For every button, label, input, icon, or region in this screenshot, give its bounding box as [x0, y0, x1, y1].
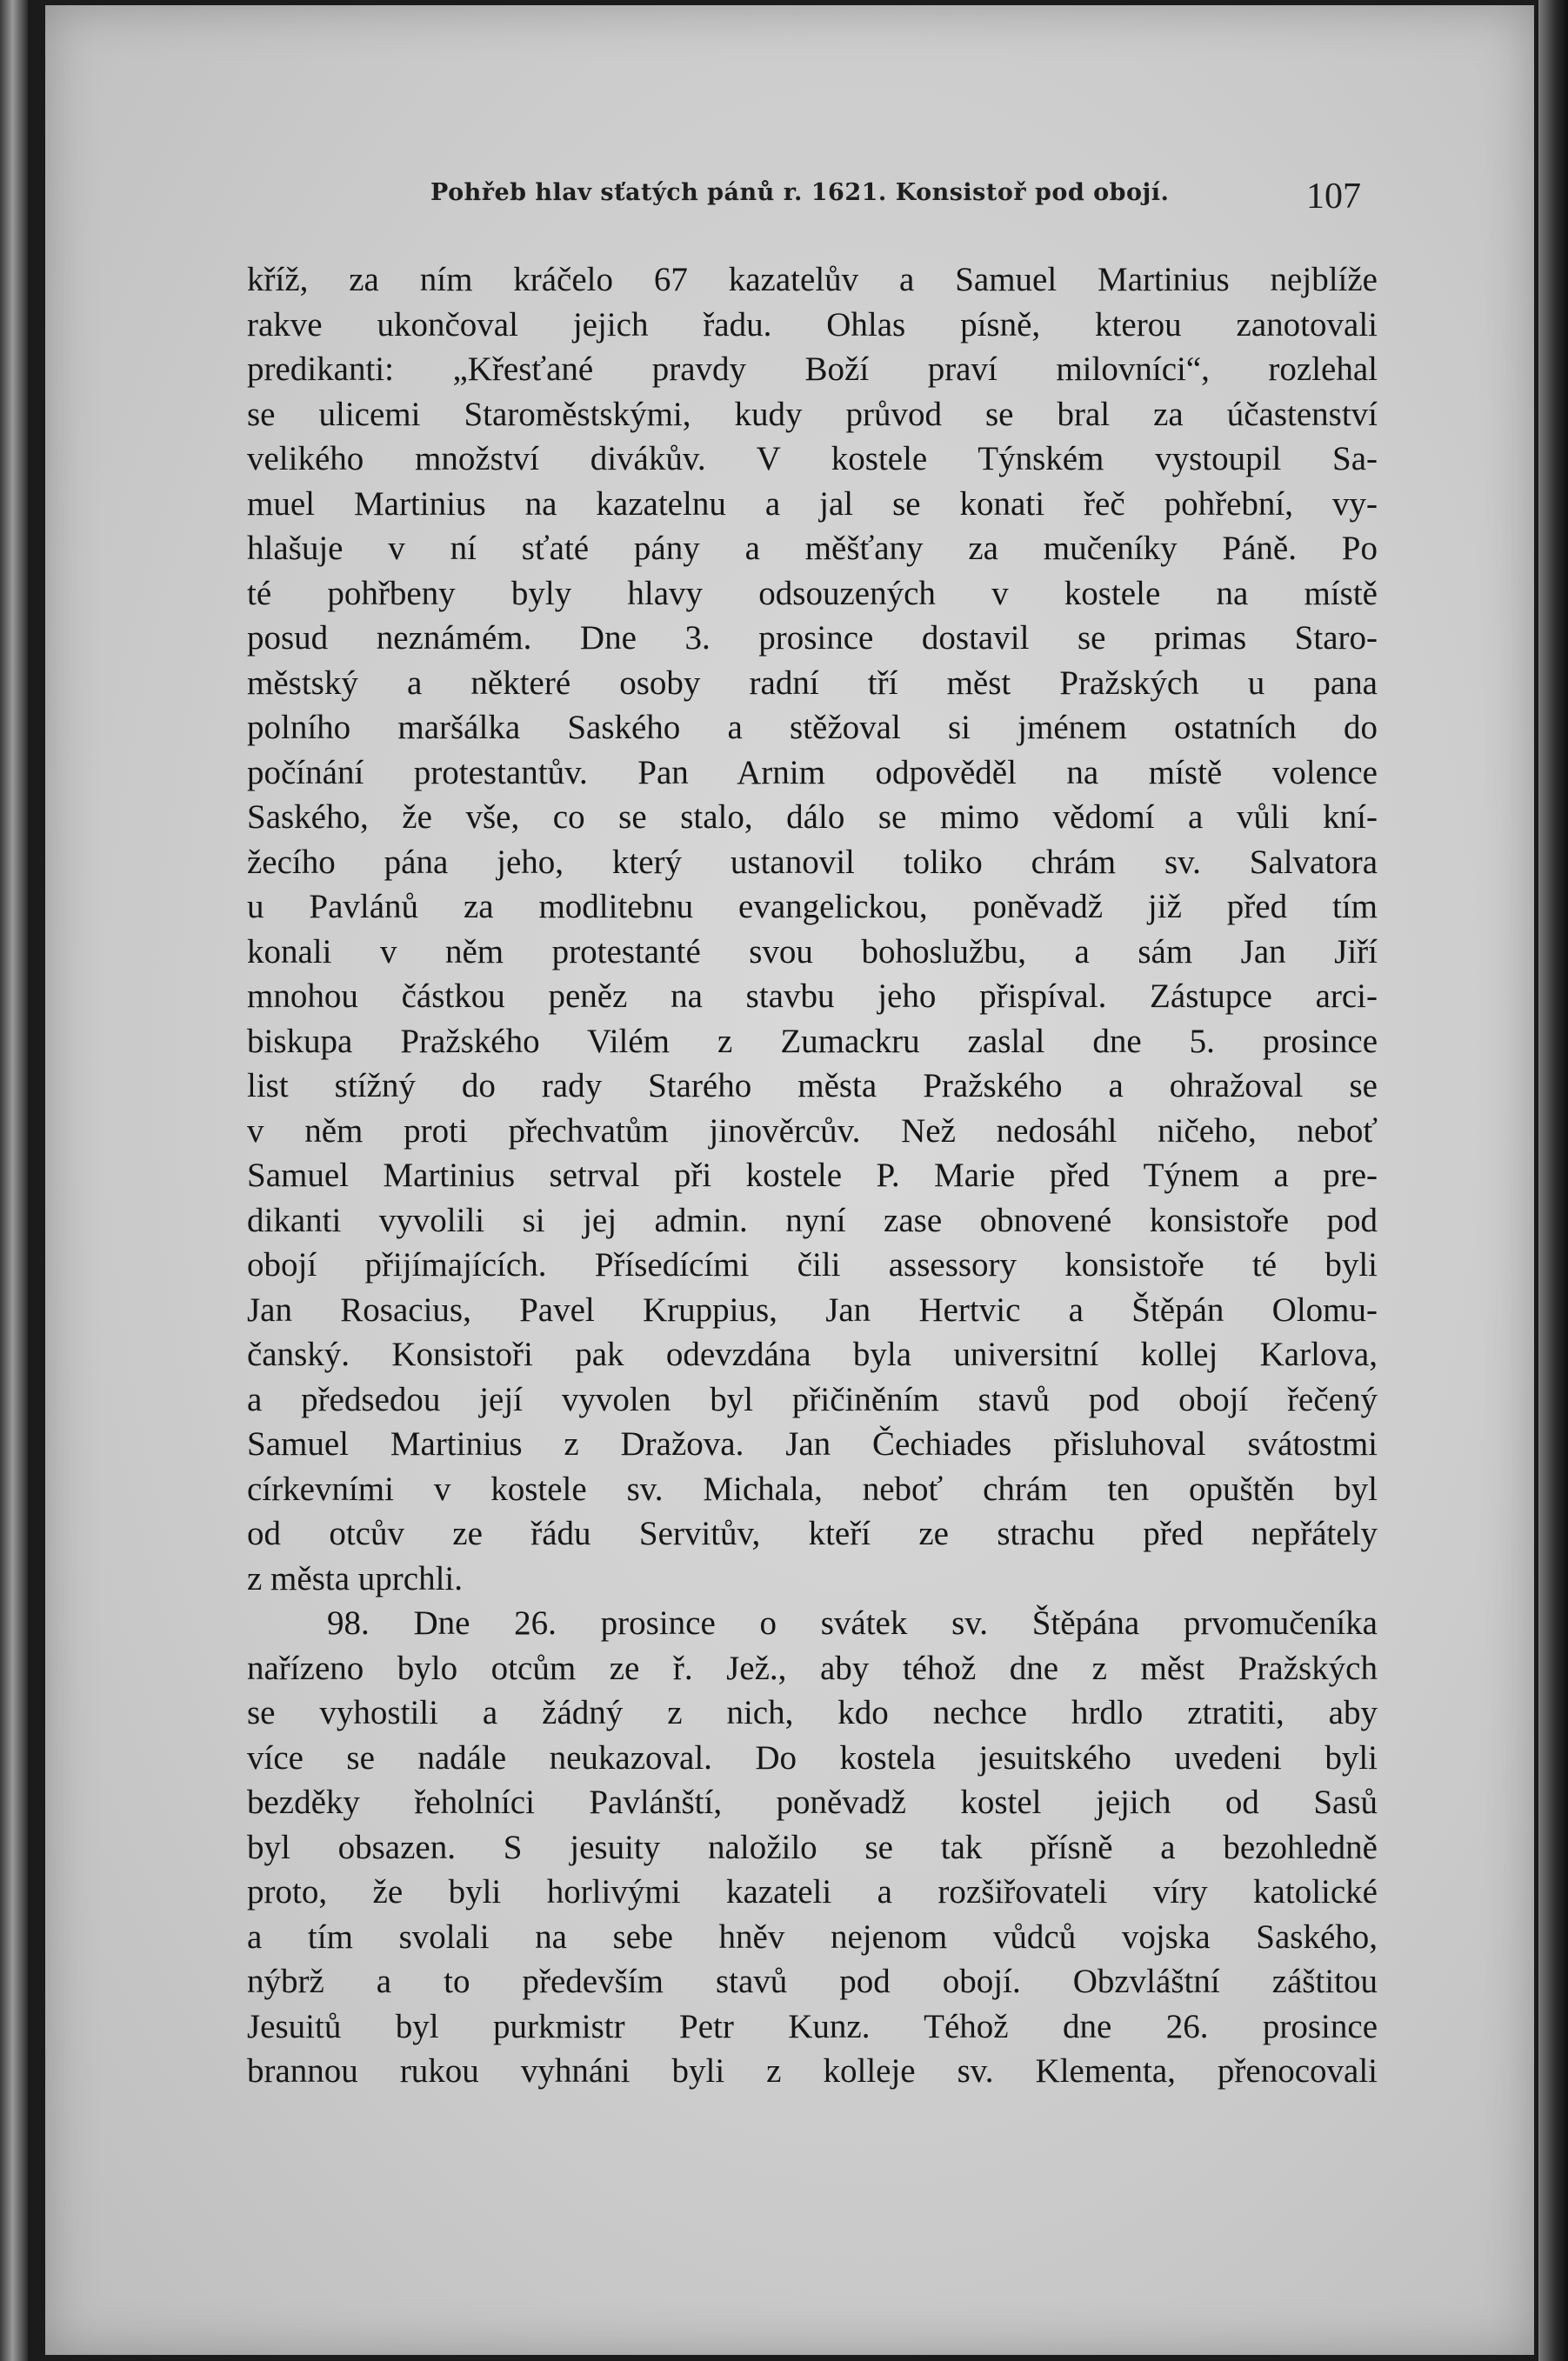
- paragraph-2: [247, 1601, 1378, 2094]
- text-line: posud neznámém. Dne 3. prosince dostavil se primas Staro-: [247, 619, 1378, 657]
- text-line: konali v něm protestanté svou bohoslužbu, a sám Jan Jiří: [247, 932, 1378, 970]
- text-line: 98. Dne 26. prosince o svátek sv. Štěpána prvomučeníka: [327, 1604, 1378, 1642]
- text-line: a tím svolali na sebe hněv nejenom vůdců vojska Saského,: [247, 1917, 1378, 1956]
- book-page: [45, 5, 1534, 2355]
- text-line: té pohřbeny byly hlavy odsouzených v kostele na místě: [247, 574, 1378, 612]
- text-line: muel Martinius na kazatelnu a jal se konati řeč pohřební, vy-: [247, 484, 1378, 523]
- left-binding-edge: [0, 0, 28, 2361]
- text-line: více se nadále neukazoval. Do kostela jesuitského uvedeni byli: [247, 1738, 1378, 1777]
- text-line: se ulicemi Staroměstskými, kudy průvod se bral za účastenství: [247, 395, 1378, 433]
- page-number: 107: [1306, 177, 1361, 217]
- text-line: a předsedou její vyvolen byl přičiněním stavů pod obojí řečený: [247, 1380, 1378, 1418]
- text-line: Jesuitů byl purkmistr Petr Kunz. Téhož dne 26. prosince: [247, 2007, 1378, 2045]
- text-line: kříž, za ním kráčelo 67 kazatelův a Samuel Martinius nejblíže: [247, 261, 1378, 298]
- body-text: [247, 257, 1378, 2094]
- running-head: Pohřeb hlav sťatých pánů r. 1621. Konsistoř pod obojí.: [430, 179, 1170, 206]
- text-line: nýbrž a to především stavů pod obojí. Obzvláštní záštitou: [247, 1963, 1378, 2000]
- text-line: proto, že byli horlivými kazateli a rozšiřovateli víry katolické: [247, 1873, 1378, 1911]
- text-line: Samuel Martinius setrval při kostele P. Marie před Týnem a pre-: [247, 1157, 1378, 1194]
- text-line: Samuel Martinius z Dražova. Jan Čechiades přisluhoval svátostmi: [247, 1425, 1378, 1463]
- text-line: byl obsazen. S jesuity naložilo se tak přísně a bezohledně: [247, 1828, 1378, 1866]
- text-line: Saského, že vše, co se stalo, dálo se mimo vědomí a vůli kní-: [247, 798, 1378, 836]
- text-line: velikého množství divákův. V kostele Týnském vystoupil Sa-: [247, 440, 1378, 477]
- text-line: mnohou částkou peněz na stavbu jeho přispíval. Zástupce arci-: [247, 977, 1378, 1015]
- text-line: list stížný do rady Starého města Pražského a ohražoval se: [247, 1067, 1378, 1104]
- text-line: čanský. Konsistoři pak odevzdána byla universitní kollej Karlova,: [247, 1336, 1378, 1373]
- text-line: rakve ukončoval jejich řadu. Ohlas písně, kterou zanotovali: [247, 305, 1378, 343]
- text-line: bezděky řeholníci Pavlánští, poněvadž kostel jejich od Sasů: [247, 1784, 1378, 1821]
- text-line: obojí přijímajících. Přísedícími čili assessory konsistoře té byli: [247, 1246, 1378, 1284]
- text-line: dikanti vyvolili si jej admin. nyní zase obnovené konsistoře pod: [247, 1201, 1378, 1239]
- text-line: počínání protestantův. Pan Arnim odpověděl na místě volence: [247, 753, 1378, 791]
- text-line: z města uprchli.: [247, 1559, 463, 1597]
- paragraph-1: [247, 257, 1378, 1601]
- text-line: od otcův ze řádu Servitův, kteří ze strachu před nepřátely: [247, 1515, 1378, 1552]
- text-line: Jan Rosacius, Pavel Kruppius, Jan Hertvic a Štěpán Olomu-: [247, 1291, 1378, 1329]
- text-line: v něm proti přechvatům jinověrcův. Než nedosáhl ničeho, neboť: [247, 1111, 1378, 1150]
- text-line: polního maršálka Saského a stěžoval si jménem ostatních do: [247, 709, 1378, 746]
- right-page-edge: [1538, 0, 1568, 2361]
- text-line: hlašuje v ní sťaté pány a měšťany za mučeníky Páně. Po: [247, 530, 1378, 567]
- text-line: biskupa Pražského Vilém z Zumackru zaslal dne 5. prosince: [247, 1022, 1378, 1060]
- text-line: predikanti: „Křesťané pravdy Boží praví milovníci“, rozlehal: [247, 350, 1378, 388]
- text-line: se vyhostili a žádný z nich, kdo nechce hrdlo ztratiti, aby: [247, 1694, 1378, 1731]
- text-line: u Pavlánů za modlitebnu evangelickou, poněvadž již před tím: [247, 888, 1378, 925]
- text-line: městský a některé osoby radní tří měst Pražských u pana: [247, 664, 1378, 702]
- text-line: církevními v kostele sv. Michala, neboť chrám ten opuštěn byl: [247, 1470, 1378, 1508]
- text-line: žecího pána jeho, který ustanovil toliko chrám sv. Salvatora: [247, 843, 1378, 881]
- text-line: brannou rukou vyhnáni byli z kolleje sv. Klementa, přenocovali: [247, 2052, 1378, 2090]
- text-line: nařízeno bylo otcům ze ř. Jež., aby téhož dne z měst Pražských: [247, 1649, 1378, 1687]
